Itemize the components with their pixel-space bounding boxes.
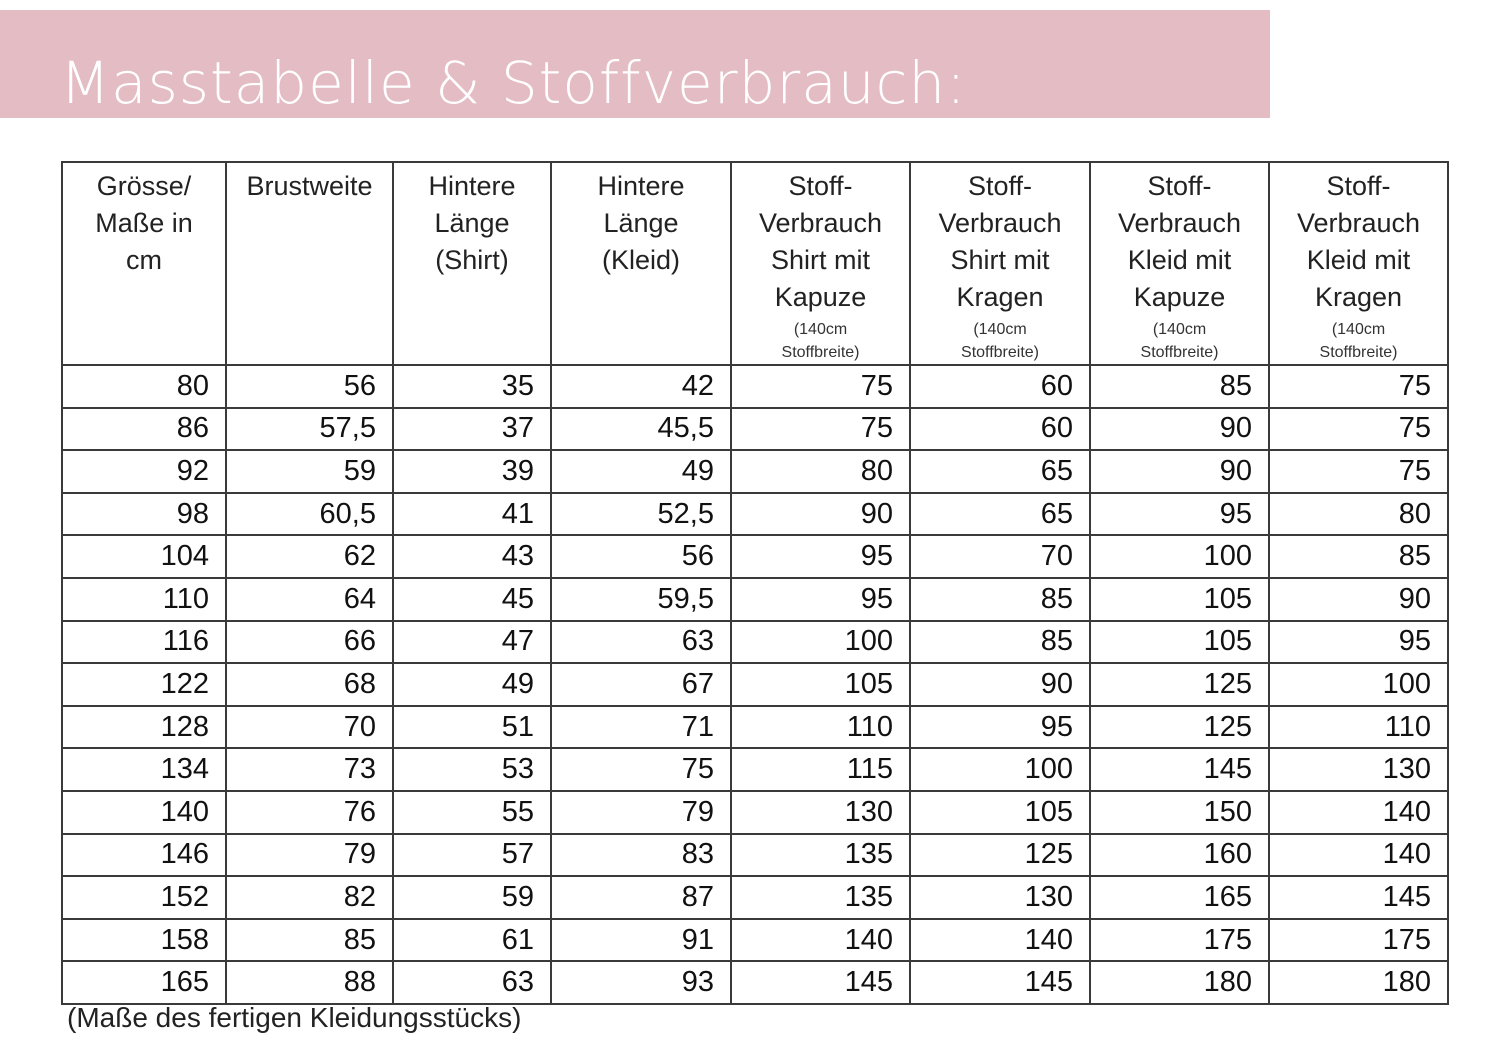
table-cell: 110 [731,706,910,749]
table-cell: 56 [551,535,731,578]
table-row [62,493,1448,536]
table-cell: 76 [226,791,393,834]
table-cell: 95 [731,535,910,578]
table-row [62,535,1448,578]
table-row [62,408,1448,451]
column-header [731,162,910,365]
column-header [551,162,731,365]
table-cell: 95 [910,706,1090,749]
table-cell: 104 [62,535,226,578]
table-cell: 67 [551,663,731,706]
table-cell: 165 [1090,876,1269,919]
table-row [62,919,1448,962]
table-cell: 140 [1269,834,1448,877]
table-cell: 52,5 [551,493,731,536]
header-row [62,162,1448,365]
column-header-note: (140cm Stoffbreite) [1319,321,1398,361]
column-header-label: Stoff- Verbrauch Shirt mit Kragen [938,171,1062,312]
column-header [393,162,551,365]
table-cell: 130 [731,791,910,834]
table-cell: 56 [226,365,393,408]
table-cell: 47 [393,621,551,664]
table-cell: 45,5 [551,408,731,451]
table-cell: 100 [1269,663,1448,706]
table-cell: 75 [1269,408,1448,451]
table-row [62,578,1448,621]
table-cell: 110 [1269,706,1448,749]
table-cell: 105 [910,791,1090,834]
table-cell: 140 [910,919,1090,962]
table-cell: 83 [551,834,731,877]
table-cell: 125 [1090,663,1269,706]
table-cell: 128 [62,706,226,749]
table-cell: 60,5 [226,493,393,536]
table-cell: 95 [1090,493,1269,536]
table-cell: 59 [226,450,393,493]
table-cell: 80 [62,365,226,408]
table-cell: 90 [910,663,1090,706]
table-cell: 115 [731,748,910,791]
table-cell: 145 [1090,748,1269,791]
table-cell: 146 [62,834,226,877]
table-cell: 90 [731,493,910,536]
table-cell: 43 [393,535,551,578]
table-cell: 145 [910,961,1090,1004]
column-header-label: Stoff- Verbrauch Shirt mit Kapuze [758,171,883,312]
table-cell: 87 [551,876,731,919]
table-cell: 80 [731,450,910,493]
table-cell: 68 [226,663,393,706]
table-cell: 79 [551,791,731,834]
table-cell: 59,5 [551,578,731,621]
column-header [226,162,393,365]
table-cell: 70 [226,706,393,749]
column-header-label: Hintere Länge (Shirt) [428,171,516,275]
table-cell: 140 [1269,791,1448,834]
table-cell: 95 [1269,621,1448,664]
table-cell: 150 [1090,791,1269,834]
table-cell: 75 [551,748,731,791]
column-header [910,162,1090,365]
table-cell: 140 [62,791,226,834]
table-cell: 60 [910,365,1090,408]
table-cell: 65 [910,493,1090,536]
table-cell: 39 [393,450,551,493]
table-cell: 66 [226,621,393,664]
table-cell: 125 [1090,706,1269,749]
table-cell: 79 [226,834,393,877]
table-row [62,961,1448,1004]
column-header-note: (140cm Stoffbreite) [961,321,1039,361]
table-cell: 92 [62,450,226,493]
table-cell: 110 [62,578,226,621]
table-row [62,621,1448,664]
column-header [62,162,226,365]
table-cell: 63 [393,961,551,1004]
table-cell: 73 [226,748,393,791]
size-chart-table [61,161,1449,1005]
table-cell: 75 [731,408,910,451]
table-cell: 160 [1090,834,1269,877]
column-header-note: (140cm Stoffbreite) [1140,321,1219,361]
page-title: Masstabelle & Stoffverbrauch: [60,49,967,117]
table-cell: 41 [393,493,551,536]
table-cell: 75 [1269,365,1448,408]
table-cell: 125 [910,834,1090,877]
table-cell: 57 [393,834,551,877]
table-cell: 85 [1269,535,1448,578]
column-header-label: Grösse/ Maße in cm [95,171,193,275]
table-row [62,706,1448,749]
table-cell: 116 [62,621,226,664]
table-cell: 53 [393,748,551,791]
table-cell: 158 [62,919,226,962]
table-cell: 180 [1090,961,1269,1004]
table-cell: 90 [1090,408,1269,451]
title-banner [0,10,1270,118]
table-cell: 71 [551,706,731,749]
table-cell: 175 [1090,919,1269,962]
table-cell: 70 [910,535,1090,578]
table-cell: 93 [551,961,731,1004]
table-cell: 85 [910,621,1090,664]
table-cell: 105 [731,663,910,706]
table-row [62,748,1448,791]
table-cell: 91 [551,919,731,962]
table-cell: 105 [1090,578,1269,621]
table-cell: 165 [62,961,226,1004]
table-cell: 57,5 [226,408,393,451]
table-cell: 63 [551,621,731,664]
table-cell: 130 [910,876,1090,919]
table-cell: 105 [1090,621,1269,664]
table-row [62,365,1448,408]
table-cell: 100 [910,748,1090,791]
table-cell: 82 [226,876,393,919]
table-cell: 135 [731,834,910,877]
table-cell: 145 [731,961,910,1004]
table-cell: 122 [62,663,226,706]
table-cell: 152 [62,876,226,919]
table-cell: 85 [910,578,1090,621]
table-cell: 100 [1090,535,1269,578]
table-cell: 49 [551,450,731,493]
table-cell: 85 [226,919,393,962]
table-cell: 60 [910,408,1090,451]
column-header-note: (140cm Stoffbreite) [781,321,860,361]
table-cell: 180 [1269,961,1448,1004]
table-cell: 42 [551,365,731,408]
table-cell: 51 [393,706,551,749]
table-cell: 64 [226,578,393,621]
table-cell: 59 [393,876,551,919]
table-cell: 130 [1269,748,1448,791]
table-cell: 49 [393,663,551,706]
table-cell: 80 [1269,493,1448,536]
table-cell: 100 [731,621,910,664]
table-cell: 134 [62,748,226,791]
table-cell: 90 [1090,450,1269,493]
table-cell: 95 [731,578,910,621]
table-row [62,834,1448,877]
table-cell: 88 [226,961,393,1004]
table-cell: 86 [62,408,226,451]
table-row [62,876,1448,919]
table-cell: 55 [393,791,551,834]
table-cell: 37 [393,408,551,451]
footnote: (Maße des fertigen Kleidungsstücks) [67,1002,522,1033]
table-row [62,663,1448,706]
column-header-label: Brustweite [246,171,373,201]
table-row [62,450,1448,493]
column-header [1090,162,1269,365]
column-header-label: Stoff- Verbrauch Kleid mit Kapuze [1117,171,1242,312]
table-cell: 65 [910,450,1090,493]
column-header-label: Stoff- Verbrauch Kleid mit Kragen [1296,171,1421,312]
table-cell: 90 [1269,578,1448,621]
table-cell: 61 [393,919,551,962]
table-cell: 62 [226,535,393,578]
table-row [62,791,1448,834]
table-cell: 75 [1269,450,1448,493]
table-cell: 35 [393,365,551,408]
table-body [62,365,1448,1004]
table-cell: 135 [731,876,910,919]
table-cell: 98 [62,493,226,536]
table-cell: 45 [393,578,551,621]
table-cell: 75 [731,365,910,408]
table-cell: 140 [731,919,910,962]
table-cell: 145 [1269,876,1448,919]
table-cell: 85 [1090,365,1269,408]
column-header-label: Hintere Länge (Kleid) [597,171,685,275]
table-cell: 175 [1269,919,1448,962]
column-header [1269,162,1448,365]
